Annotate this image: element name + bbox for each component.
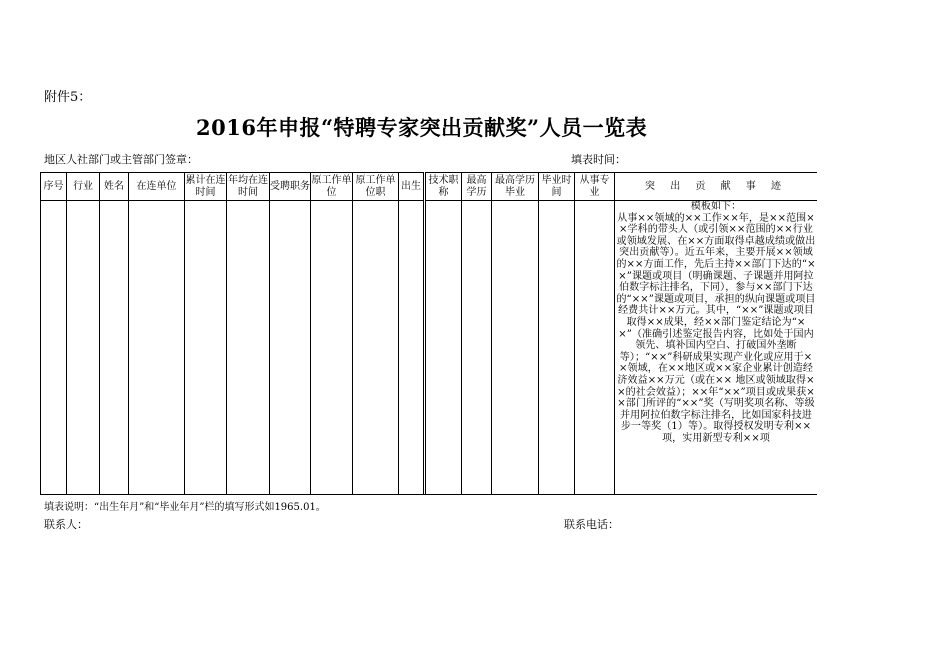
nominee-table-container: [40, 172, 817, 495]
page-title: 2016年申报“特聘专家突出贡献奖”人员一览表: [196, 115, 648, 140]
col-header-annual-avg-time: 年均在连时间: [227, 173, 270, 201]
cell-highest-degree[interactable]: [462, 201, 492, 496]
col-header-name: 姓名: [100, 173, 129, 201]
col-header-birth: 出生: [399, 173, 425, 201]
cell-cumulative-time[interactable]: [185, 201, 227, 496]
table-header-row: [41, 173, 818, 201]
cell-specialty[interactable]: [575, 201, 615, 496]
col-header-highest-degree: 最高学历: [462, 173, 492, 201]
col-header-graduated-from: 最高学历毕业: [492, 173, 539, 201]
cell-industry[interactable]: [67, 201, 100, 496]
cell-former-employer[interactable]: [311, 201, 353, 496]
col-header-index: 序号: [41, 173, 67, 201]
cell-graduation-time[interactable]: [539, 201, 575, 496]
cell-name[interactable]: [100, 201, 129, 496]
cell-tech-title[interactable]: [425, 201, 462, 496]
cell-current-employer[interactable]: [129, 201, 185, 496]
cell-position[interactable]: [270, 201, 311, 496]
fill-instructions-note: 填表说明：“出生年月”和“毕业年月”栏的填写形式如1965.01。: [44, 502, 326, 513]
cell-former-position[interactable]: [353, 201, 399, 496]
col-header-former-position: 原工作单位职: [353, 173, 399, 201]
table-row: [41, 201, 818, 496]
cell-index[interactable]: [41, 201, 67, 496]
col-header-position: 受聘职务: [270, 173, 311, 201]
fill-time-label: 填表时间：: [571, 153, 626, 166]
col-header-specialty: 从事专业: [575, 173, 615, 201]
col-header-cumulative-time: 累计在连时间: [185, 173, 227, 201]
nominee-table: [40, 172, 817, 495]
col-header-current-employer: 在连单位: [129, 173, 185, 201]
department-signature-label: 地区人社部门或主管部门签章：: [44, 153, 198, 166]
cell-graduated-from[interactable]: [492, 201, 539, 496]
col-header-contributions: 突 出 贡 献 事 迹: [615, 173, 818, 201]
contributions-template-text: 模板如下： 从事××领域的××工作××年，是××范围××学科的带头人（或引领××范围的××行业或领域发展、在××方面取得卓越成绩或做出突出贡献等）。近五年来，主要开展××领域的××方面工作，先后主持××部门下达的“××”课题或项目（明确课题、子课题并用阿拉伯数字标注排名，下同），参与××部门下达的“××”课题或项目，承担的纵向课题或项目经费共计××万元。其中，“××”课题或项目取得××成果，经××部门鉴定结论为“××”（准确引述鉴定报告内容，比如处于国内领先、填补国内空白、打破国外垄断等）；“××”科研成果实现产业化或应用于××领域，在××地区或××家企业累计创造经济效益××万元（或在×× 地区或领域取得××的社会效益）；××年“××”项目或成果获××部门所评的“××”奖（写明奖项名称、等级并用阿拉伯数字标注排名，比如国家科技进步一等奖（1）等）。取得授权发明专利××项，实用新型专利××项: [616, 201, 816, 444]
col-header-graduation-time: 毕业时间: [539, 173, 575, 201]
col-header-tech-title: 技术职称: [425, 173, 462, 201]
contact-phone-label: 联系电话：: [564, 518, 619, 531]
cell-birth[interactable]: [399, 201, 425, 496]
contact-person-label: 联系人：: [44, 518, 88, 531]
col-header-former-employer: 原工作单位: [311, 173, 353, 201]
cell-contributions[interactable]: [615, 201, 818, 496]
cell-annual-avg-time[interactable]: [227, 201, 270, 496]
attachment-label: 附件5：: [44, 90, 92, 105]
col-header-industry: 行业: [67, 173, 100, 201]
